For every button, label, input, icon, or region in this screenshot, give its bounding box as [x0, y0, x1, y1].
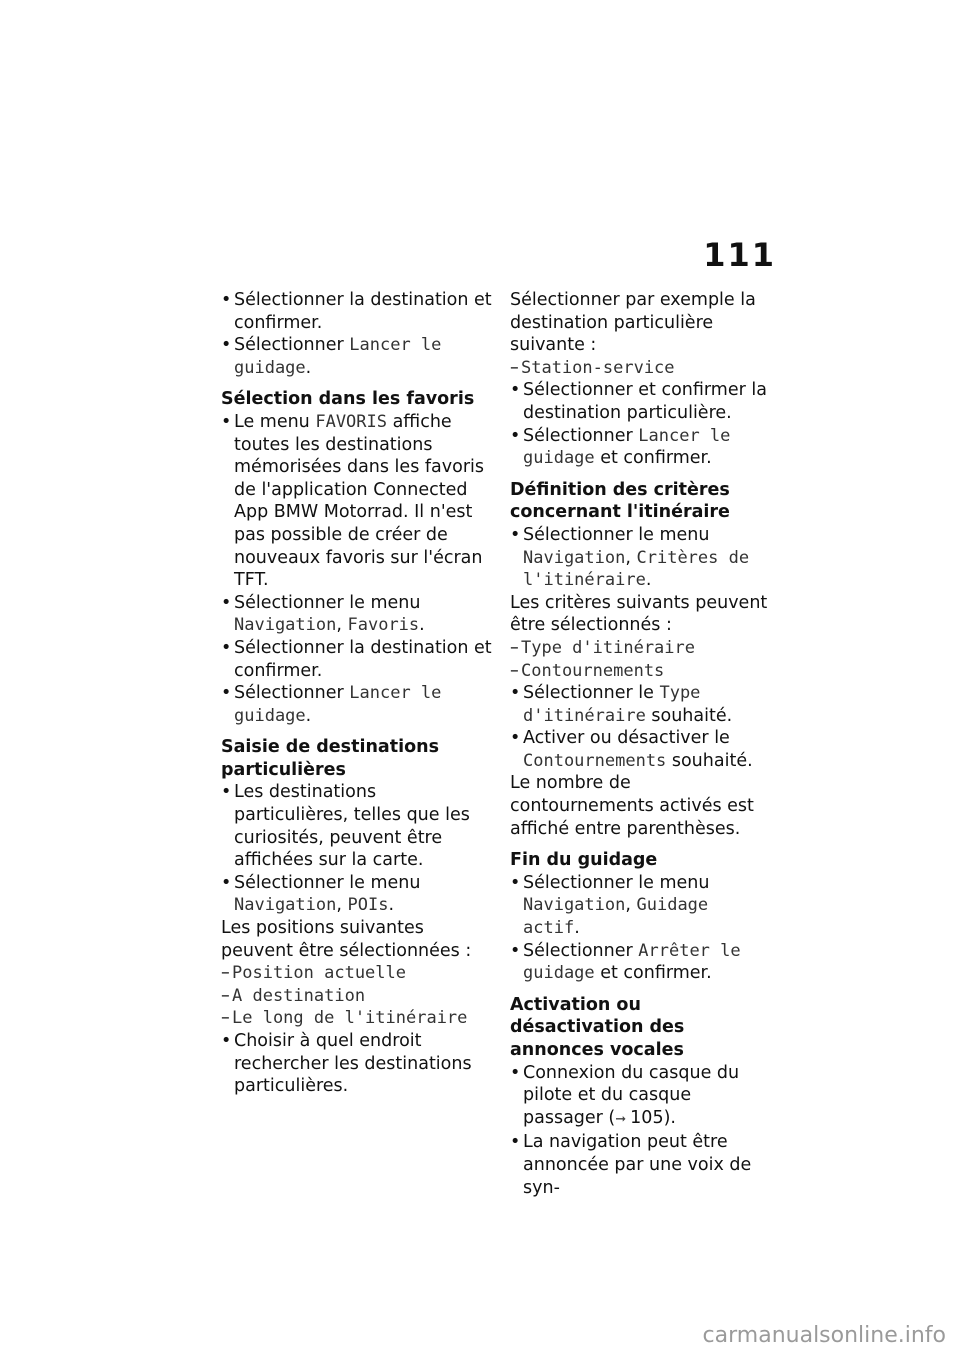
paragraph: Le nombre de contournements activés est affiché entre parenthèses.	[510, 773, 754, 839]
item-text: .	[305, 357, 312, 378]
item-text: ,	[625, 895, 637, 916]
bullet-item	[221, 411, 493, 592]
option-code: A destination	[232, 985, 366, 1006]
option-code: Le long de l'itinéraire	[232, 1008, 468, 1029]
bullet-item	[221, 637, 493, 682]
dash-item	[510, 660, 772, 683]
item-text: souhaité.	[666, 750, 753, 771]
item-text: Sélectionner le menu	[234, 872, 421, 893]
menu-item-code: Lancer le guidage	[234, 335, 442, 378]
item-text: .	[574, 918, 580, 939]
bullet-item	[510, 1131, 772, 1199]
section-heading: Activation ou désactivation des annonces vocales	[510, 994, 685, 1060]
dash-icon: –	[510, 357, 519, 378]
item-text: Les destinations particulières, telles que les curiosités, peuvent être affichées sur la carte.	[234, 782, 470, 871]
dash-item	[221, 962, 493, 985]
option-code: Contournements	[521, 660, 665, 681]
bullet-icon: •	[221, 782, 232, 803]
item-text: Sélectionner et confirmer la destination particulière.	[523, 380, 767, 423]
bullet-icon: •	[221, 411, 232, 432]
menu-item-code: Navigation	[523, 547, 626, 568]
item-text: ,	[625, 547, 637, 568]
bullet-item	[221, 872, 493, 917]
bullet-icon: •	[510, 728, 521, 749]
bullet-icon: •	[221, 592, 232, 613]
bullet-item	[510, 682, 772, 727]
item-text: ,	[336, 615, 348, 636]
watermark-text: carmanualsonline.info	[702, 1323, 946, 1348]
bullet-item	[221, 289, 493, 334]
bullet-icon: •	[221, 872, 232, 893]
paragraph: Sélectionner par exemple la destination particulière suivante :	[510, 290, 756, 356]
bullet-icon: •	[221, 683, 232, 704]
bullet-item	[510, 940, 772, 985]
bullet-item	[510, 1062, 772, 1132]
item-text: .	[645, 570, 652, 591]
paragraph: Les positions suivantes peuvent être sélectionnées :	[221, 918, 472, 961]
item-text: Sélectionner le	[523, 683, 660, 704]
item-text: ).	[663, 1107, 676, 1128]
menu-item-code: FAVORIS	[315, 411, 387, 432]
item-text: et confirmer.	[594, 963, 712, 984]
menu-item-code: POIs	[347, 895, 389, 916]
item-text: Sélectionner le menu	[234, 592, 421, 613]
menu-item-code: Lancer le guidage	[234, 683, 442, 726]
item-text: et confirmer.	[594, 448, 712, 469]
item-text: La navigation peut être annoncée par une voix de syn-	[523, 1132, 752, 1198]
bullet-icon: •	[510, 380, 521, 401]
bullet-icon: •	[221, 1031, 232, 1051]
page-reference[interactable]: 105	[630, 1107, 664, 1128]
item-text: Activer ou désactiver le	[523, 728, 730, 749]
menu-item-code: Guidage actif	[523, 895, 709, 939]
dash-icon: –	[221, 985, 230, 1006]
option-code: Type d'itinéraire	[521, 637, 695, 658]
item-text: Sélectionner	[234, 335, 350, 356]
item-text: Sélectionner	[234, 683, 350, 704]
bullet-item	[221, 781, 493, 871]
item-text: Sélectionner	[523, 425, 639, 446]
section-heading: Définition des critères concernant l'itinéraire	[510, 479, 730, 523]
item-text: Sélectionner la destination et confirmer.	[234, 290, 492, 333]
item-text: Choisir à quel endroit rechercher les destinations particulières.	[234, 1031, 472, 1097]
bullet-icon: •	[510, 524, 521, 545]
dash-item	[221, 985, 493, 1008]
dash-icon: –	[510, 637, 519, 658]
bullet-icon: •	[510, 425, 521, 446]
item-text: Sélectionner la destination et confirmer.	[234, 637, 492, 681]
bullet-icon: •	[510, 1062, 521, 1083]
menu-item-code: Navigation	[234, 895, 337, 916]
menu-item-code: Favoris	[347, 615, 420, 636]
bullet-item	[221, 592, 493, 637]
bullet-item	[221, 334, 493, 379]
page-reference-arrow-icon: ➞	[615, 1111, 627, 1127]
menu-item-code: Type d'itinéraire	[523, 683, 701, 726]
bullet-item	[510, 872, 772, 940]
item-text: Le menu	[234, 411, 316, 432]
bullet-item	[221, 1030, 493, 1098]
item-text: Sélectionner	[523, 940, 639, 961]
item-text: souhaité.	[645, 705, 733, 726]
item-text: Sélectionner le menu	[523, 524, 710, 545]
bullet-icon: •	[221, 637, 232, 658]
bullet-icon: •	[510, 872, 521, 893]
dash-item	[221, 1007, 493, 1030]
item-text: affiche toutes les destinations mémorisées dans les favoris de l'application Connected App BMW Motorrad. Il n'est pas possible de créer de nouveaux favoris sur l'écran TFT.	[234, 411, 484, 591]
dash-item	[510, 637, 772, 660]
bullet-item	[510, 727, 772, 772]
option-code: Position actuelle	[232, 963, 406, 984]
bullet-icon: •	[221, 290, 232, 310]
dash-item	[510, 357, 772, 380]
section-heading: Saisie de destinations particulières	[221, 737, 439, 780]
item-text: .	[419, 615, 425, 636]
right-column	[510, 289, 772, 1199]
menu-item-code: Navigation	[523, 895, 626, 916]
dash-icon: –	[221, 963, 230, 984]
dash-icon: –	[221, 1008, 230, 1029]
bullet-icon: •	[221, 335, 232, 356]
menu-item-code: Critères de l'itinéraire	[523, 547, 750, 591]
section-heading: Fin du guidage	[510, 850, 658, 871]
paragraph: Les critères suivants peuvent être sélectionnés :	[510, 592, 768, 636]
bullet-icon: •	[510, 940, 521, 961]
menu-item-code: Lancer le guidage	[523, 425, 731, 469]
left-column	[221, 289, 493, 1098]
section-heading: Sélection dans les favoris	[221, 389, 475, 410]
bullet-icon: •	[510, 1132, 521, 1153]
item-text: Sélectionner le menu	[523, 872, 710, 893]
option-code: Station-service	[521, 357, 675, 378]
menu-item-code: Navigation	[234, 615, 337, 636]
item-text: Connexion du casque du pilote et du casque passager (	[523, 1062, 740, 1128]
menu-item-code: Contournements	[523, 750, 667, 771]
bullet-icon: •	[510, 683, 521, 704]
bullet-item	[510, 524, 772, 592]
page-number: 111	[703, 236, 776, 274]
item-text: .	[388, 895, 395, 916]
menu-item-code: Arrêter le guidage	[523, 940, 741, 984]
bullet-item	[510, 379, 772, 424]
dash-icon: –	[510, 660, 519, 681]
item-text: ,	[336, 895, 348, 916]
bullet-item	[221, 682, 493, 727]
item-text: .	[305, 705, 312, 726]
bullet-item	[510, 425, 772, 470]
